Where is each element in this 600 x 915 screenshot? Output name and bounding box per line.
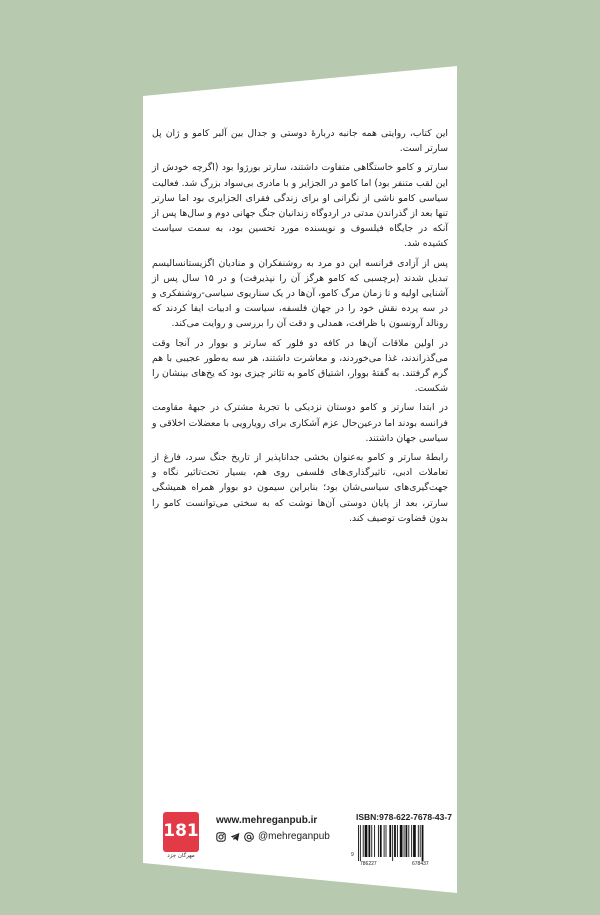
barcode-bar bbox=[400, 825, 403, 857]
barcode bbox=[356, 825, 452, 861]
barcode-bar bbox=[394, 825, 396, 857]
isbn-label: ISBN:978-622-7678-43-7 bbox=[356, 812, 452, 822]
isbn-barcode-area bbox=[351, 812, 452, 870]
barcode-bar bbox=[392, 825, 393, 861]
barcode-bar bbox=[418, 825, 419, 857]
paragraph-5: در ابتدا سارتر و کامو دوستان نزدیکی با تجربهٔ مشترک در جبههٔ مقاومت فرانسه بودند اما درعین‌حال عزم آشکاری برای رویارویی با معضلات اخلاقی و سیاسی جهان داشتند. bbox=[152, 402, 448, 444]
barcode-left-digits: 786227 bbox=[360, 861, 377, 867]
barcode-bar bbox=[368, 825, 370, 857]
barcode-right-digits: 678437 bbox=[412, 861, 429, 867]
back-cover-text bbox=[152, 126, 448, 530]
at-icon bbox=[244, 832, 254, 842]
barcode-bar bbox=[406, 825, 408, 857]
paragraph-1: این کتاب، روایتی همه جانبه دربارهٔ دوستی و جدال بین آلبر کامو و ژان پل سارتر است. bbox=[152, 128, 448, 155]
barcode-bar bbox=[408, 825, 409, 857]
logo-number: 181 bbox=[163, 821, 199, 841]
instagram-icon[interactable] bbox=[216, 832, 226, 842]
barcode-bar bbox=[404, 825, 405, 857]
paragraph-2: سارتر و کامو خاستگاهی متفاوت داشتند، سارتر بورژوا بود (اگرچه خودش از این لقب متنفر بود) اما کامو در الجزایر و با مادری بی‌سواد بزرگ شد. فعالیت سیاسی کامو ناشی از نگرانی او برای زندگی فقرای الجزایری بود اما سارتر تنها بعد از گذراندن مدتی در اردوگاه زندانیان جنگ جهانی دوم و سال‌ها پس از آنکه در جایگاه فیلسوف و نویسنده مورد تحسین بود، به سمت سیاست کشیده شد. bbox=[152, 162, 448, 250]
barcode-bar bbox=[363, 825, 364, 857]
barcode-bar bbox=[389, 825, 391, 857]
barcode-bar bbox=[360, 825, 361, 861]
barcode-bar bbox=[397, 825, 398, 857]
barcode-bar bbox=[413, 825, 416, 857]
logo-caption: مهرگان خِرَد bbox=[167, 853, 195, 859]
paragraph-3: پس از آزادی فرانسه این دو مرد به روشنفکران و منادیان اگزیستانسالیسم تبدیل شدند (برچسبی که کامو هرگز آن را نپذیرفت) و در ۱۵ سال پس از آشنایی اولیه و تا زمان مرگ کامو، آن‌ها در یک سناریوی سیاسی-روشنفکری و در سه پرده نقش خود را در جهان فلسفه، سیاست و ادبیات ایفا کردند که رونالد آرونسون با ظرافت، همدلی و دقت آن را بررسی و روایت می‌کند. bbox=[152, 257, 448, 330]
barcode-bar bbox=[371, 825, 372, 857]
barcode-bar bbox=[358, 825, 359, 861]
barcode-bar bbox=[374, 825, 375, 857]
barcode-bar bbox=[411, 825, 412, 857]
barcode-bar bbox=[380, 825, 382, 857]
barcode-lead-digit: 9 bbox=[351, 852, 354, 858]
barcode-bar bbox=[384, 825, 385, 857]
paragraph-6: رابطهٔ سارتر و کامو به‌عنوان بخشی جدانا‌پذیر از تاریخ جنگ سرد، فارغ از تعاملات ادبی، تاثیرگذاری‌های فلسفی روی هم، بسیار تحت‌تاثیر نگاه و جهت‌گیری‌های سیاسی‌شان بود؛ بنابراین سیمون دو بووار همراه همیشگی سارتر، بعد از پایان دوستی آن‌ها نوشت که به سختی می‌توانست کامو را بدون قضاوت توصیف کند. bbox=[152, 452, 448, 524]
telegram-icon[interactable] bbox=[230, 832, 240, 842]
social-handle[interactable]: @mehreganpub bbox=[258, 831, 330, 842]
website-link[interactable]: www.mehreganpub.ir bbox=[216, 815, 318, 826]
paragraph-4: در اولین ملاقات آن‌ها در کافه دو فلور که سارتر و بووار در آنجا وقت می‌گذراندند، غذا می‌خوردند، و معاشرت داشتند، هر سه به‌طور عجیبی با هم گرم گرفتند. به گفتهٔ بووار، اشتیاق کامو به تئاتر چیزی بود که یخ‌های بینشان را شکست. bbox=[152, 337, 448, 395]
barcode-bar bbox=[386, 825, 387, 857]
barcode-bar bbox=[378, 825, 379, 857]
social-row bbox=[216, 831, 346, 842]
publisher-logo bbox=[163, 812, 199, 864]
barcode-bar bbox=[420, 825, 421, 857]
barcode-bar bbox=[422, 825, 424, 861]
publisher-contact bbox=[216, 815, 346, 842]
barcode-bar bbox=[365, 825, 368, 857]
